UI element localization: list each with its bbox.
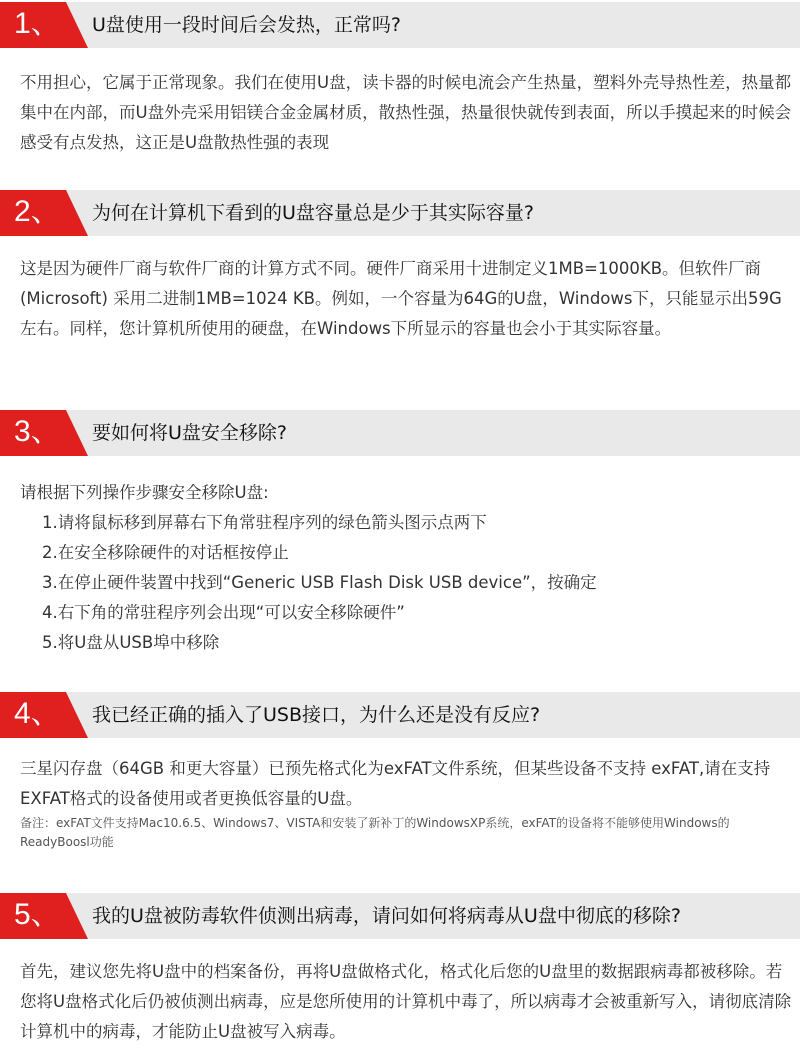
question-title: 要如何将U盘安全移除? xyxy=(92,422,287,444)
question-number: 3、 xyxy=(14,415,61,448)
question-title: 我的U盘被防毒软件侦测出病毒，请问如何将病毒从U盘中彻底的移除? xyxy=(92,905,681,927)
red-number-tab xyxy=(0,893,94,939)
question-number: 5、 xyxy=(14,898,61,931)
red-number-tab xyxy=(0,190,94,236)
question-header-5 xyxy=(0,893,800,939)
question-header-3 xyxy=(0,410,800,456)
question-number: 1、 xyxy=(14,7,61,40)
faq-section-1 xyxy=(0,2,800,152)
steps-list xyxy=(20,508,792,658)
answer-text xyxy=(20,754,792,852)
step-item: 3.在停止硬件装置中找到“Generic USB Flash Disk USB device”，按确定 xyxy=(42,573,597,592)
answer-text xyxy=(20,957,792,1047)
answer-text xyxy=(20,254,792,344)
step-item: 4.右下角的常驻程序列会出现“可以安全移除硬件” xyxy=(42,603,405,622)
answer-paragraph: 三星闪存盘（64GB 和更大容量）已预先格式化为exFAT文件系统，但某些设备不支持 exFAT,请在支持EXFAT格式的设备使用或者更换低容量的U盘。 xyxy=(20,759,771,808)
question-title: U盘使用一段时间后会发热，正常吗? xyxy=(92,14,401,36)
steps-intro: 请根据下列操作步骤安全移除U盘: xyxy=(20,483,269,502)
answer-paragraph: 不用担心，它属于正常现象。我们在使用U盘，读卡器的时候电流会产生热量，塑料外壳导热性差，热量都集中在内部，而U盘外壳采用铝镁合金金属材质，散热性强，热量很快就传到表面，所以手摸起来的时候会感受有点发热，这正是U盘散热性强的表现 xyxy=(20,73,792,152)
answer-paragraph: 这是因为硬件厂商与软件厂商的计算方式不同。硬件厂商采用十进制定义1MB=1000KB。但软件厂商(Microsoft) 采用二进制1MB=1024 KB。例如，一个容量为64G的U盘，Windows下，只能显示出59G左右。同样，您计算机所使用的硬盘，在Windows下所显示的容量也会小于其实际容量。 xyxy=(20,259,782,338)
faq-section-3 xyxy=(0,410,800,652)
faq-section-2 xyxy=(0,190,800,338)
question-title: 我已经正确的插入了USB接口，为什么还是没有反应? xyxy=(92,704,541,726)
red-number-tab xyxy=(0,692,94,738)
step-item: 2.在安全移除硬件的对话框按停止 xyxy=(42,543,289,562)
question-header-4 xyxy=(0,692,800,738)
answer-paragraph: 首先，建议您先将U盘中的档案备份，再将U盘做格式化，格式化后您的U盘里的数据跟病毒都被移除。若您将U盘格式化后仍被侦测出病毒，应是您所使用的计算机中毒了，所以病毒才会被重新写入，请彻底清除计算机中的病毒，才能防止U盘被写入病毒。 xyxy=(20,962,792,1041)
question-header-2 xyxy=(0,190,800,236)
step-item: 1.请将鼠标移到屏幕右下角常驻程序列的绿色箭头图示点两下 xyxy=(42,513,487,532)
red-number-tab xyxy=(0,410,94,456)
red-number-tab xyxy=(0,2,94,48)
question-number: 4、 xyxy=(14,697,61,730)
answer-text xyxy=(20,68,792,158)
question-number: 2、 xyxy=(14,195,61,228)
footnote: 备注：exFAT文件支持Mac10.6.5、Windows7、VISTA和安装了新补丁的WindowsXP系统，exFAT的设备将不能够使用Windows的ReadyBoosl功能 xyxy=(20,816,730,849)
faq-section-4 xyxy=(0,692,800,849)
question-title: 为何在计算机下看到的U盘容量总是少于其实际容量? xyxy=(92,202,534,224)
question-header-1 xyxy=(0,2,800,48)
step-item: 5.将U盘从USB埠中移除 xyxy=(42,633,220,652)
faq-section-5 xyxy=(0,893,800,1041)
answer-text xyxy=(20,478,792,658)
